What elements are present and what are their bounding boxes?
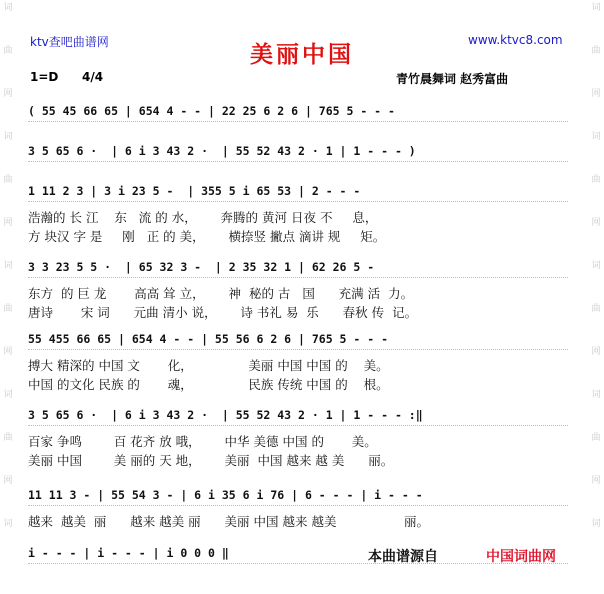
notation-row: 11 11 3 - | 55 54 3 - | 6 i 35 6 i 76 | 6 - - - | i - - -: [28, 488, 423, 502]
watermark-glyph: 网: [591, 218, 601, 228]
watermark-glyph: 曲: [591, 175, 601, 185]
watermark-glyph: 词: [591, 390, 601, 400]
notation-row: 1 11 2 3 | 3 i 23 5 - | 355 5 i 65 53 | 2 - - -: [28, 184, 361, 198]
lyric-line: 越来 越美 丽 越来 越美 丽 美丽 中国 越来 越美 丽。: [28, 514, 429, 529]
watermark-glyph: 网: [591, 476, 601, 486]
lyric-line: 美丽 中国 美 丽的 天 地， 美丽 中国 越来 越 美 丽。: [28, 453, 394, 468]
lyric-line: 唐诗 宋 词 元曲 清小 说， 诗 书礼 易 乐 春秋 传 记。: [28, 305, 418, 320]
time-signature: 4/4: [82, 70, 104, 84]
notation-underline: [28, 161, 568, 162]
watermark-glyph: 网: [591, 89, 601, 99]
watermark-glyph: 网: [3, 218, 13, 228]
notation-row: i - - - | i - - - | i 0 0 0 ‖: [28, 546, 229, 560]
watermark-glyph: 曲: [3, 304, 13, 314]
notation-row: 3 3 23 5 5 · | 65 32 3 - | 2 35 32 1 | 62 26 5 -: [28, 260, 375, 274]
watermark-glyph: 曲: [591, 433, 601, 443]
watermark-glyph: 曲: [591, 304, 601, 314]
watermark-glyph: 词: [3, 3, 13, 13]
watermark-glyph: 词: [591, 519, 601, 529]
notation-row: 3 5 65 6 · | 6 i 3 43 2 · | 55 52 43 2 · 1 | 1 - - - ): [28, 144, 416, 158]
watermark-glyph: 词: [3, 132, 13, 142]
source-site-link[interactable]: 中国词曲网: [486, 549, 556, 565]
lyric-line: 百家 争鸣 百 花齐 放 哦， 中华 美德 中国 的 美。: [28, 434, 377, 449]
watermark-glyph: 曲: [3, 175, 13, 185]
watermark-glyph: 曲: [3, 46, 13, 56]
lyric-line: 搏大 精深的 中国 文 化， 美丽 中国 中国 的 美。: [28, 358, 389, 373]
watermark-glyph: 词: [3, 390, 13, 400]
notation-underline: [28, 425, 568, 426]
watermark-glyph: 词: [591, 3, 601, 13]
watermark-left: [2, 2, 14, 561]
watermark-glyph: 网: [3, 89, 13, 99]
lyric-line: 东方 的 巨 龙 高高 耸 立， 神 秘的 古 国 充满 活 力。: [28, 286, 414, 301]
source-site-left: ktv查吧曲谱网: [30, 35, 109, 49]
credits: 青竹晨舞词 赵秀富曲: [396, 72, 509, 86]
watermark-glyph: 曲: [3, 433, 13, 443]
notation-underline: [28, 349, 568, 350]
notation-underline: [28, 201, 568, 202]
watermark-glyph: 网: [3, 476, 13, 486]
lyric-line: 浩瀚的 长 江 东 流 的 水， 奔腾的 黄河 日夜 不 息，: [28, 210, 378, 225]
source-site-right: www.ktvc8.com: [468, 33, 563, 47]
notation-row: ( 55 45 66 65 | 654 4 - - | 22 25 6 2 6 | 765 5 - - -: [28, 104, 395, 118]
lyric-line: 中国 的文化 民族 的 魂， 民族 传统 中国 的 根。: [28, 377, 389, 392]
watermark-right: [590, 2, 602, 561]
key-signature: 1=D: [30, 70, 59, 84]
song-title: 美丽中国: [250, 42, 354, 68]
watermark-glyph: 词: [591, 132, 601, 142]
watermark-glyph: 词: [3, 519, 13, 529]
watermark-glyph: 词: [591, 261, 601, 271]
notation-underline: [28, 505, 568, 506]
notation-underline: [28, 121, 568, 122]
notation-row: 55 455 66 65 | 654 4 - - | 55 56 6 2 6 | 765 5 - - -: [28, 332, 389, 346]
watermark-glyph: 网: [591, 347, 601, 357]
source-label: 本曲谱源自: [368, 549, 438, 565]
notation-underline: [28, 277, 568, 278]
watermark-glyph: 曲: [591, 46, 601, 56]
lyric-line: 方 块汉 字 是 刚 正 的 美， 横捺竖 撇点 滴讲 规 矩。: [28, 229, 386, 244]
watermark-glyph: 词: [3, 261, 13, 271]
notation-row: 3 5 65 6 · | 6 i 3 43 2 · | 55 52 43 2 · 1 | 1 - - - :‖: [28, 408, 423, 422]
watermark-glyph: 网: [3, 347, 13, 357]
